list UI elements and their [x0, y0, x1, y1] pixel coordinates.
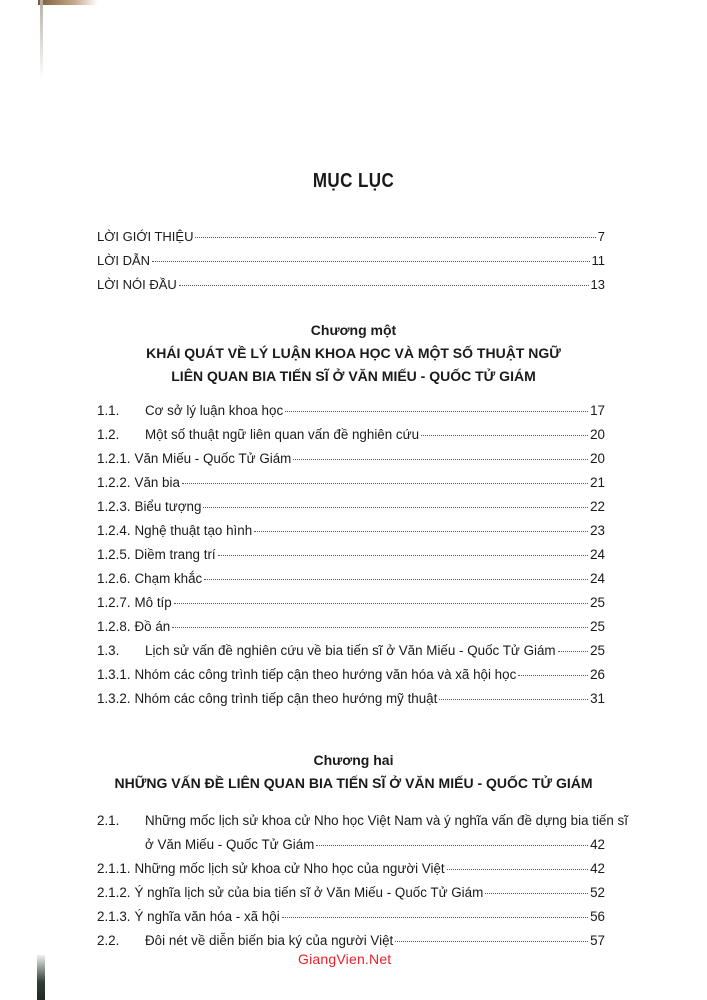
toc-entry-label: Cơ sở lý luận khoa học: [145, 403, 284, 418]
section-number: 2.1.2.: [97, 885, 131, 900]
toc-entry[interactable]: [97, 571, 605, 595]
dot-leader: [152, 261, 589, 262]
section-number: 1.3.1.: [97, 667, 131, 682]
dot-leader: [203, 507, 588, 508]
chapter-label: Chương hai: [313, 752, 394, 768]
section-number: 2.1.1.: [97, 861, 131, 876]
toc-entry[interactable]: [97, 813, 628, 837]
toc-entry-page: 21: [590, 475, 605, 490]
dot-leader: [395, 941, 588, 942]
chapter-one-heading: [0, 319, 707, 388]
section-number: 1.3.2.: [97, 691, 131, 706]
toc-entry-page: 25: [590, 595, 605, 610]
chapter-label: Chương một: [310, 322, 397, 338]
toc-entry[interactable]: [97, 643, 605, 667]
toc-entry-label: Chạm khắc: [134, 571, 203, 586]
section-number: 1.1.: [97, 403, 120, 418]
toc-entry-page: 13: [590, 277, 605, 292]
chapter-two-entries: [97, 813, 628, 957]
dot-leader: [174, 603, 588, 604]
section-number: 1.2.7.: [97, 595, 131, 610]
toc-entry-label: Đồ án: [134, 619, 171, 634]
toc-entry-label: Ý nghĩa lịch sử của bia tiến sĩ ở Văn Miếu - Quốc Tử Giám: [134, 885, 484, 900]
toc-entry[interactable]: [97, 229, 605, 253]
toc-entry-page: 52: [590, 885, 605, 900]
toc-entry-page: 22: [590, 499, 605, 514]
dot-leader: [179, 285, 589, 286]
toc-entry-label: Ý nghĩa văn hóa - xã hội: [134, 909, 280, 924]
toc-entry-page: 17: [590, 403, 605, 418]
toc-entry-label: Diềm trang trí: [134, 547, 216, 562]
toc-entry[interactable]: [97, 253, 605, 277]
toc-entry-label: Những mốc lịch sử khoa cử Nho học của người Việt: [134, 861, 445, 876]
toc-entry[interactable]: [97, 885, 605, 909]
toc-entry[interactable]: [97, 619, 605, 643]
toc-entry[interactable]: [97, 595, 605, 619]
page-corner-shadow: [38, 0, 98, 5]
toc-entry[interactable]: [97, 277, 605, 301]
chapter-two-heading: [0, 749, 707, 795]
section-number: 1.2.3.: [97, 499, 131, 514]
section-number: 2.1.: [97, 813, 120, 828]
toc-entry-label: Lịch sử vấn đề nghiên cứu về bia tiến sĩ ở Văn Miếu - Quốc Tử Giám: [145, 643, 556, 658]
section-number: 1.2.4.: [97, 523, 131, 538]
dot-leader: [485, 893, 588, 894]
toc-entry[interactable]: [97, 403, 605, 427]
toc-entry-label: LỜI GIỚI THIỆU: [97, 229, 194, 244]
toc-entry-label: Mô típ: [134, 595, 172, 610]
toc-entry-page: 24: [590, 547, 605, 562]
toc-entry-label: Đôi nét về diễn biến bia ký của người Việt: [145, 933, 394, 948]
dot-leader: [254, 531, 588, 532]
dot-leader: [293, 459, 588, 460]
dot-leader: [182, 483, 588, 484]
toc-entry-page: 31: [590, 691, 605, 706]
toc-entry-label: ở Văn Miếu - Quốc Tử Giám: [145, 837, 315, 852]
dot-leader: [172, 627, 588, 628]
toc-entry-page: 57: [590, 933, 605, 948]
dot-leader: [195, 237, 595, 238]
toc-entry[interactable]: [97, 427, 605, 451]
section-number: 1.2.1.: [97, 451, 131, 466]
section-number: 1.2.6.: [97, 571, 131, 586]
dot-leader: [285, 411, 588, 412]
chapter-title-line: KHÁI QUÁT VỀ LÝ LUẬN KHOA HỌC VÀ MỘT SỐ THUẬT NGỮ: [146, 345, 561, 361]
toc-entry[interactable]: [97, 861, 605, 885]
toc-entry-label: LỜI NÓI ĐẦU: [97, 277, 177, 292]
section-number: 1.2.2.: [97, 475, 131, 490]
toc-entry-label: Biểu tượng: [134, 499, 202, 514]
section-number: 2.2.: [97, 933, 120, 948]
toc-entry[interactable]: [97, 451, 605, 475]
section-number: 1.2.8.: [97, 619, 131, 634]
section-number: 2.1.3.: [97, 909, 131, 924]
page-edge: [40, 0, 43, 80]
front-matter-list: [97, 229, 605, 301]
toc-entry-page: 7: [597, 229, 605, 244]
toc-entry[interactable]: [97, 475, 605, 499]
dot-leader: [518, 675, 588, 676]
toc-entry[interactable]: [97, 523, 605, 547]
book-spine-shadow: [37, 955, 45, 1000]
toc-entry-label: Văn Miếu - Quốc Tử Giám: [134, 451, 292, 466]
toc-entry-page: 56: [590, 909, 605, 924]
toc-entry-page: 25: [590, 619, 605, 634]
dot-leader: [447, 869, 588, 870]
toc-entry-page: 25: [590, 643, 605, 658]
toc-entry-page: 24: [590, 571, 605, 586]
toc-entry-label: Một số thuật ngữ liên quan vấn đề nghiên cứu: [145, 427, 420, 442]
chapter-title-line: NHỮNG VẤN ĐỀ LIÊN QUAN BIA TIẾN SĨ Ở VĂN MIẾU - QUỐC TỬ GIÁM: [114, 775, 593, 791]
section-number: 1.2.5.: [97, 547, 131, 562]
chapter-title-line: LIÊN QUAN BIA TIẾN SĨ Ở VĂN MIẾU - QUỐC TỬ GIÁM: [171, 368, 536, 384]
dot-leader: [421, 435, 588, 436]
toc-entry-page: 23: [590, 523, 605, 538]
chapter-one-entries: [97, 403, 605, 715]
toc-entry-page: 20: [590, 427, 605, 442]
page-title: MỤC LỤC: [312, 170, 395, 192]
dot-leader: [316, 845, 588, 846]
toc-entry[interactable]: [97, 667, 605, 691]
watermark-text: GiangVien.Net: [298, 951, 392, 967]
toc-entry-continuation[interactable]: [97, 837, 605, 861]
toc-entry-page: 42: [590, 837, 605, 852]
toc-entry[interactable]: [97, 499, 605, 523]
toc-entry[interactable]: [97, 909, 605, 933]
toc-entry[interactable]: [97, 691, 605, 715]
dot-leader: [282, 917, 588, 918]
dot-leader: [204, 579, 588, 580]
toc-entry-page: 20: [590, 451, 605, 466]
toc-entry-label: Nhóm các công trình tiếp cận theo hướng mỹ thuật: [134, 691, 438, 706]
section-number: 1.3.: [97, 643, 120, 658]
toc-entry-label: Nhóm các công trình tiếp cận theo hướng văn hóa và xã hội học: [134, 667, 517, 682]
section-number: 1.2.: [97, 427, 120, 442]
dot-leader: [558, 651, 589, 652]
toc-entry-label: LỜI DẪN: [97, 253, 151, 268]
toc-entry[interactable]: [97, 547, 605, 571]
dot-leader: [218, 555, 588, 556]
toc-entry-label: Những mốc lịch sử khoa cử Nho học Việt Nam và ý nghĩa vấn đề dựng bia tiến sĩ: [145, 813, 628, 828]
toc-entry-label: Nghệ thuật tạo hình: [134, 523, 253, 538]
toc-entry-page: 26: [590, 667, 605, 682]
toc-entry-page: 11: [591, 253, 605, 268]
toc-entry-label: Văn bia: [134, 475, 180, 490]
dot-leader: [439, 699, 588, 700]
toc-entry-page: 42: [590, 861, 605, 876]
